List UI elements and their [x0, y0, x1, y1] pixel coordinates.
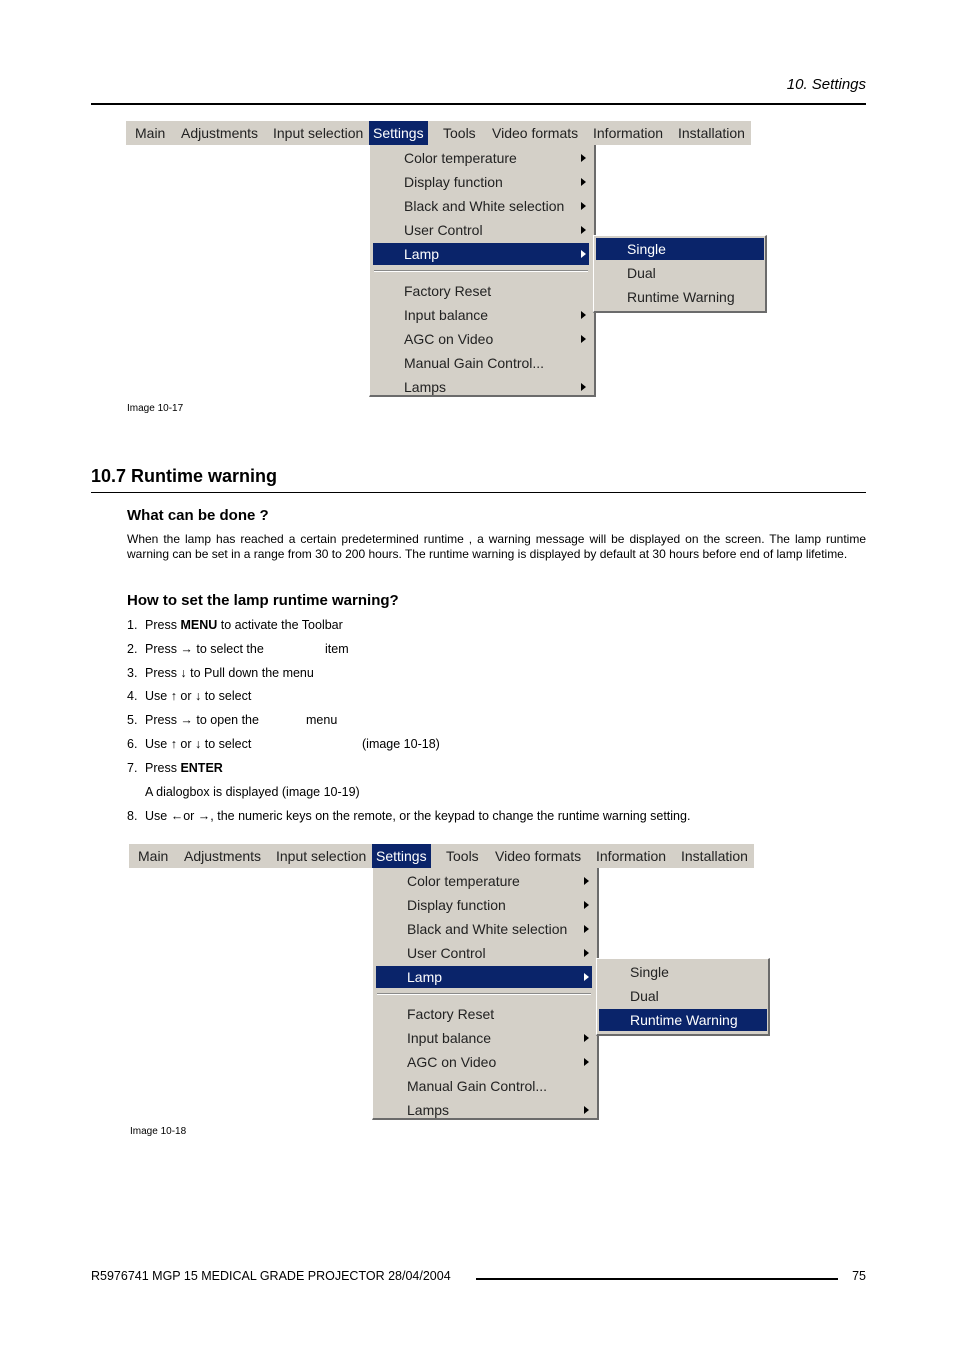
menu-item-factory-reset[interactable] [373, 280, 589, 302]
item-label: Runtime Warning [630, 1012, 738, 1028]
header-rule [91, 103, 866, 105]
menu-item-user-control[interactable] [376, 942, 592, 964]
submenu-arrow-icon [581, 202, 586, 210]
menu-bar [126, 121, 751, 145]
step-text: to activate the Toolbar [217, 618, 343, 632]
menu-separator [377, 993, 591, 995]
menu-item-lamps[interactable] [373, 376, 589, 398]
item-label: User Control [404, 222, 483, 238]
menu-bar [129, 844, 754, 868]
step-3 [127, 666, 314, 680]
menu-item-black-white-selection[interactable] [376, 918, 592, 940]
subheading-how-to: How to set the lamp runtime warning? [127, 592, 399, 609]
image-caption: Image 10-18 [130, 1126, 187, 1137]
step-number: 6. [127, 737, 138, 751]
item-label: Factory Reset [404, 283, 492, 299]
item-label: Lamps [404, 379, 447, 395]
item-label: Lamps [407, 1102, 450, 1118]
running-header: 10. Settings [786, 76, 866, 93]
step-text: Use ←or →, the numeric keys on the remote, or the keypad to change the runtime warning setting. [145, 809, 691, 823]
step-number: 2. [127, 642, 138, 656]
submenu-item-dual[interactable] [596, 262, 764, 284]
item-label: Factory Reset [407, 1006, 495, 1022]
step-text: Press [145, 618, 181, 632]
item-label: Single [630, 964, 669, 980]
submenu-item-single[interactable] [599, 961, 767, 983]
item-label: AGC on Video [404, 331, 494, 347]
step-text: Press ↓ to Pull down the menu [145, 666, 314, 680]
step-text: Use ↑ or ↓ to select [145, 689, 252, 703]
item-label: Manual Gain Control... [407, 1078, 548, 1094]
image-caption: Image 10-17 [127, 403, 184, 414]
settings-dropdown [372, 868, 599, 1120]
item-label: User Control [407, 945, 486, 961]
step-8 [127, 809, 690, 823]
step-number: 5. [127, 713, 138, 727]
item-label: Dual [627, 265, 656, 281]
step-2 [127, 642, 264, 656]
step-number: 7. [127, 761, 138, 775]
item-label: Color temperature [407, 873, 520, 889]
step-number: 8. [127, 809, 138, 823]
submenu-arrow-icon [584, 877, 589, 885]
menu-screenshot-2 [129, 844, 769, 1124]
submenu-arrow-icon [581, 335, 586, 343]
menu-video-formats[interactable]: Video formats [495, 848, 582, 864]
step-text: Use ↑ or ↓ to select [145, 737, 252, 751]
step-6-suffix: (image 10-18) [362, 737, 440, 751]
submenu-arrow-icon [581, 250, 586, 258]
menu-input-selection[interactable]: Input selection [276, 848, 367, 864]
menu-item-input-balance[interactable] [373, 304, 589, 326]
item-label: Dual [630, 988, 659, 1004]
step-1 [127, 618, 343, 632]
lamp-submenu [593, 235, 767, 313]
step-7-note: A dialogbox is displayed (image 10-19) [145, 785, 360, 799]
menu-item-manual-gain-control[interactable] [373, 352, 589, 374]
menu-adjustments[interactable]: Adjustments [184, 848, 262, 864]
item-label: Display function [404, 174, 503, 190]
item-label: Color temperature [404, 150, 517, 166]
menu-tools[interactable]: Tools [446, 848, 479, 864]
menu-item-display-function[interactable] [376, 894, 592, 916]
submenu-arrow-icon [581, 226, 586, 234]
submenu-item-runtime-warning[interactable] [596, 286, 764, 308]
footer-doc-info: R5976741 MGP 15 MEDICAL GRADE PROJECTOR 28/04/2004 [91, 1269, 451, 1283]
menu-information[interactable]: Information [596, 848, 667, 864]
step-text: Press → to select the [145, 642, 264, 656]
step-number: 1. [127, 618, 138, 632]
submenu-arrow-icon [581, 154, 586, 162]
submenu-arrow-icon [584, 973, 589, 981]
body-paragraph: When the lamp has reached a certain predetermined runtime , a warning message will be displayed on the screen. The lamp runtime warning can be set in a range from 30 to 200 hours. The runtime warning is displayed by default at 30 hours before end of lamp lifetime. [127, 532, 866, 561]
menu-item-manual-gain-control[interactable] [376, 1075, 592, 1097]
menu-screenshot-1 [126, 121, 766, 401]
menu-settings[interactable]: Settings [369, 121, 428, 145]
step-4 [127, 689, 251, 703]
submenu-arrow-icon [581, 311, 586, 319]
menu-item-color-temperature[interactable] [373, 147, 589, 169]
section-rule [91, 492, 866, 493]
step-number: 3. [127, 666, 138, 680]
menu-item-factory-reset[interactable] [376, 1003, 592, 1025]
menu-installation[interactable]: Installation [678, 125, 745, 141]
menu-item-agc-on-video[interactable] [376, 1051, 592, 1073]
menu-item-lamp[interactable] [373, 243, 589, 265]
footer-rule [476, 1278, 838, 1280]
submenu-arrow-icon [584, 901, 589, 909]
menu-installation[interactable]: Installation [681, 848, 748, 864]
item-label: Lamp [407, 969, 443, 985]
menu-settings[interactable]: Settings [372, 844, 431, 868]
submenu-item-dual[interactable] [599, 985, 767, 1007]
lamp-submenu [596, 958, 770, 1036]
item-label: Display function [407, 897, 506, 913]
subheading-what-can-be-done: What can be done ? [127, 507, 269, 524]
item-label: Lamp [404, 246, 440, 262]
step-5-suffix: menu [306, 713, 338, 727]
menu-item-input-balance[interactable] [376, 1027, 592, 1049]
submenu-item-single[interactable] [596, 238, 764, 260]
submenu-arrow-icon [584, 1058, 589, 1066]
item-label: Single [627, 241, 666, 257]
item-label: Manual Gain Control... [404, 355, 545, 371]
menu-item-display-function[interactable] [373, 171, 589, 193]
menu-item-lamps[interactable] [376, 1099, 592, 1121]
menu-main[interactable]: Main [135, 125, 166, 141]
item-label: AGC on Video [407, 1054, 497, 1070]
step-number: 4. [127, 689, 138, 703]
submenu-arrow-icon [584, 925, 589, 933]
submenu-arrow-icon [584, 949, 589, 957]
submenu-arrow-icon [584, 1106, 589, 1114]
menu-item-lamp[interactable] [376, 966, 592, 988]
step-text: Press [145, 761, 181, 775]
submenu-arrow-icon [581, 383, 586, 391]
menu-item-agc-on-video[interactable] [373, 328, 589, 350]
item-label: Input balance [404, 307, 489, 323]
section-title: 10.7 Runtime warning [91, 466, 278, 486]
key-menu: MENU [180, 618, 218, 632]
step-2-suffix: item [325, 642, 349, 656]
submenu-item-runtime-warning[interactable] [599, 1009, 767, 1031]
key-enter: ENTER [180, 761, 223, 775]
menu-item-black-white-selection[interactable] [373, 195, 589, 217]
item-label: Runtime Warning [627, 289, 735, 305]
menu-information[interactable]: Information [593, 125, 664, 141]
submenu-arrow-icon [584, 1034, 589, 1042]
menu-tools[interactable]: Tools [443, 125, 476, 141]
page-number: 75 [852, 1269, 866, 1283]
step-text: Press → to open the [145, 713, 259, 727]
item-label: Input balance [407, 1030, 492, 1046]
step-5 [127, 713, 259, 727]
menu-main[interactable]: Main [138, 848, 169, 864]
settings-dropdown [369, 145, 596, 397]
item-label: Black and White selection [404, 198, 565, 214]
menu-item-user-control[interactable] [373, 219, 589, 241]
menu-separator [374, 270, 588, 272]
menu-video-formats[interactable]: Video formats [492, 125, 579, 141]
step-7 [127, 761, 223, 775]
menu-input-selection[interactable]: Input selection [273, 125, 364, 141]
menu-item-color-temperature[interactable] [376, 870, 592, 892]
item-label: Black and White selection [407, 921, 568, 937]
menu-adjustments[interactable]: Adjustments [181, 125, 259, 141]
submenu-arrow-icon [581, 178, 586, 186]
step-6 [127, 737, 251, 751]
